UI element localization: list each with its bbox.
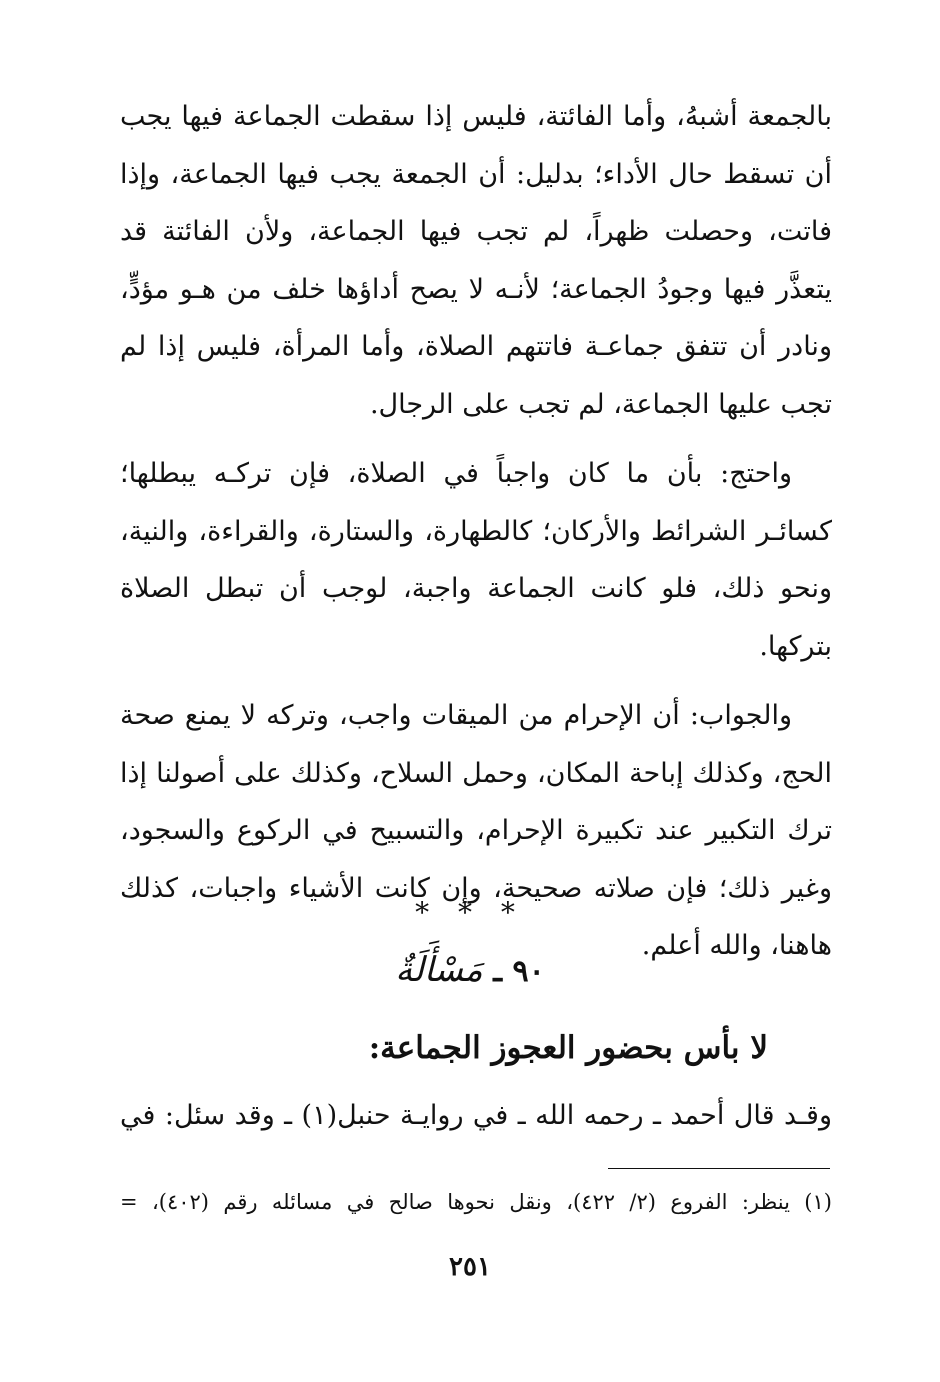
paragraph-objection: واحتج: بأن ما كان واجباً في الصلاة، فإن تركـه يبطلها؛ كسائـر الشرائط والأركان؛ كالطهارة، والستارة، والقراءة، والنية، ونحو ذلك، فلو كانت الجماعة واجبة، لوجب أن تبطل الصلاة بتركها.: [120, 458, 832, 662]
footnote-divider: [608, 1168, 830, 1169]
body-text: [120, 88, 832, 987]
section-separator: * * *: [415, 896, 525, 929]
section-subheading: لا بأس بحضور العجوز الجماعة:: [368, 1030, 768, 1066]
masala-heading: [0, 950, 940, 990]
paragraph-rebuttal: بالجمعة أشبهُ، وأما الفائتة، فليس إذا سقطت الجماعة فيها يجب أن تسقط حال الأداء؛ بدليل: أن الجمعة يجب فيها الجماعة، وإذا فاتت، وحصلت ظهراً، لم تجب فيها الجماعة، ولأن الفائتة قد يتعذَّر فيها وجودُ الجماعة؛ لأنـه لا يصح أداؤها خلف من هـو مؤدٍّ، ونادر أن تتفق جماعـة فاتتهم الصلاة، وأما المرأة، فليس إذا لم تجب عليها الجماعة، لم تجب على الرجال.: [120, 101, 832, 420]
page-number: ٢٥١: [449, 1252, 491, 1282]
paragraph-quote-start: وقـد قال أحمد ـ رحمه الله ـ في روايـة حنبل(١) ـ وقد سئل: في: [120, 1100, 832, 1131]
footnote: (١) ينظر: الفروع (٢/ ٤٢٢)، ونقل نحوها صالح في مسائله رقم (٤٠٢)، =: [120, 1190, 832, 1214]
masala-number: ٩٠ ـ: [493, 954, 545, 989]
paragraph-answer: والجواب: أن الإحرام من الميقات واجب، وتركه لا يمنع صحة الحج، وكذلك إباحة المكان، وحمل السلاح، وكذلك على أصولنا إذا ترك التكبير عند تكبيرة الإحرام، والتسبيح في الركوع والسجود، وغير ذلك؛ فإن صلاته صحيحة، وإن كانت الأشياء واجبات، كذلك هاهنا، والله أعلم.: [120, 700, 832, 961]
masala-word: مَسْأَلَةٌ: [395, 950, 483, 990]
